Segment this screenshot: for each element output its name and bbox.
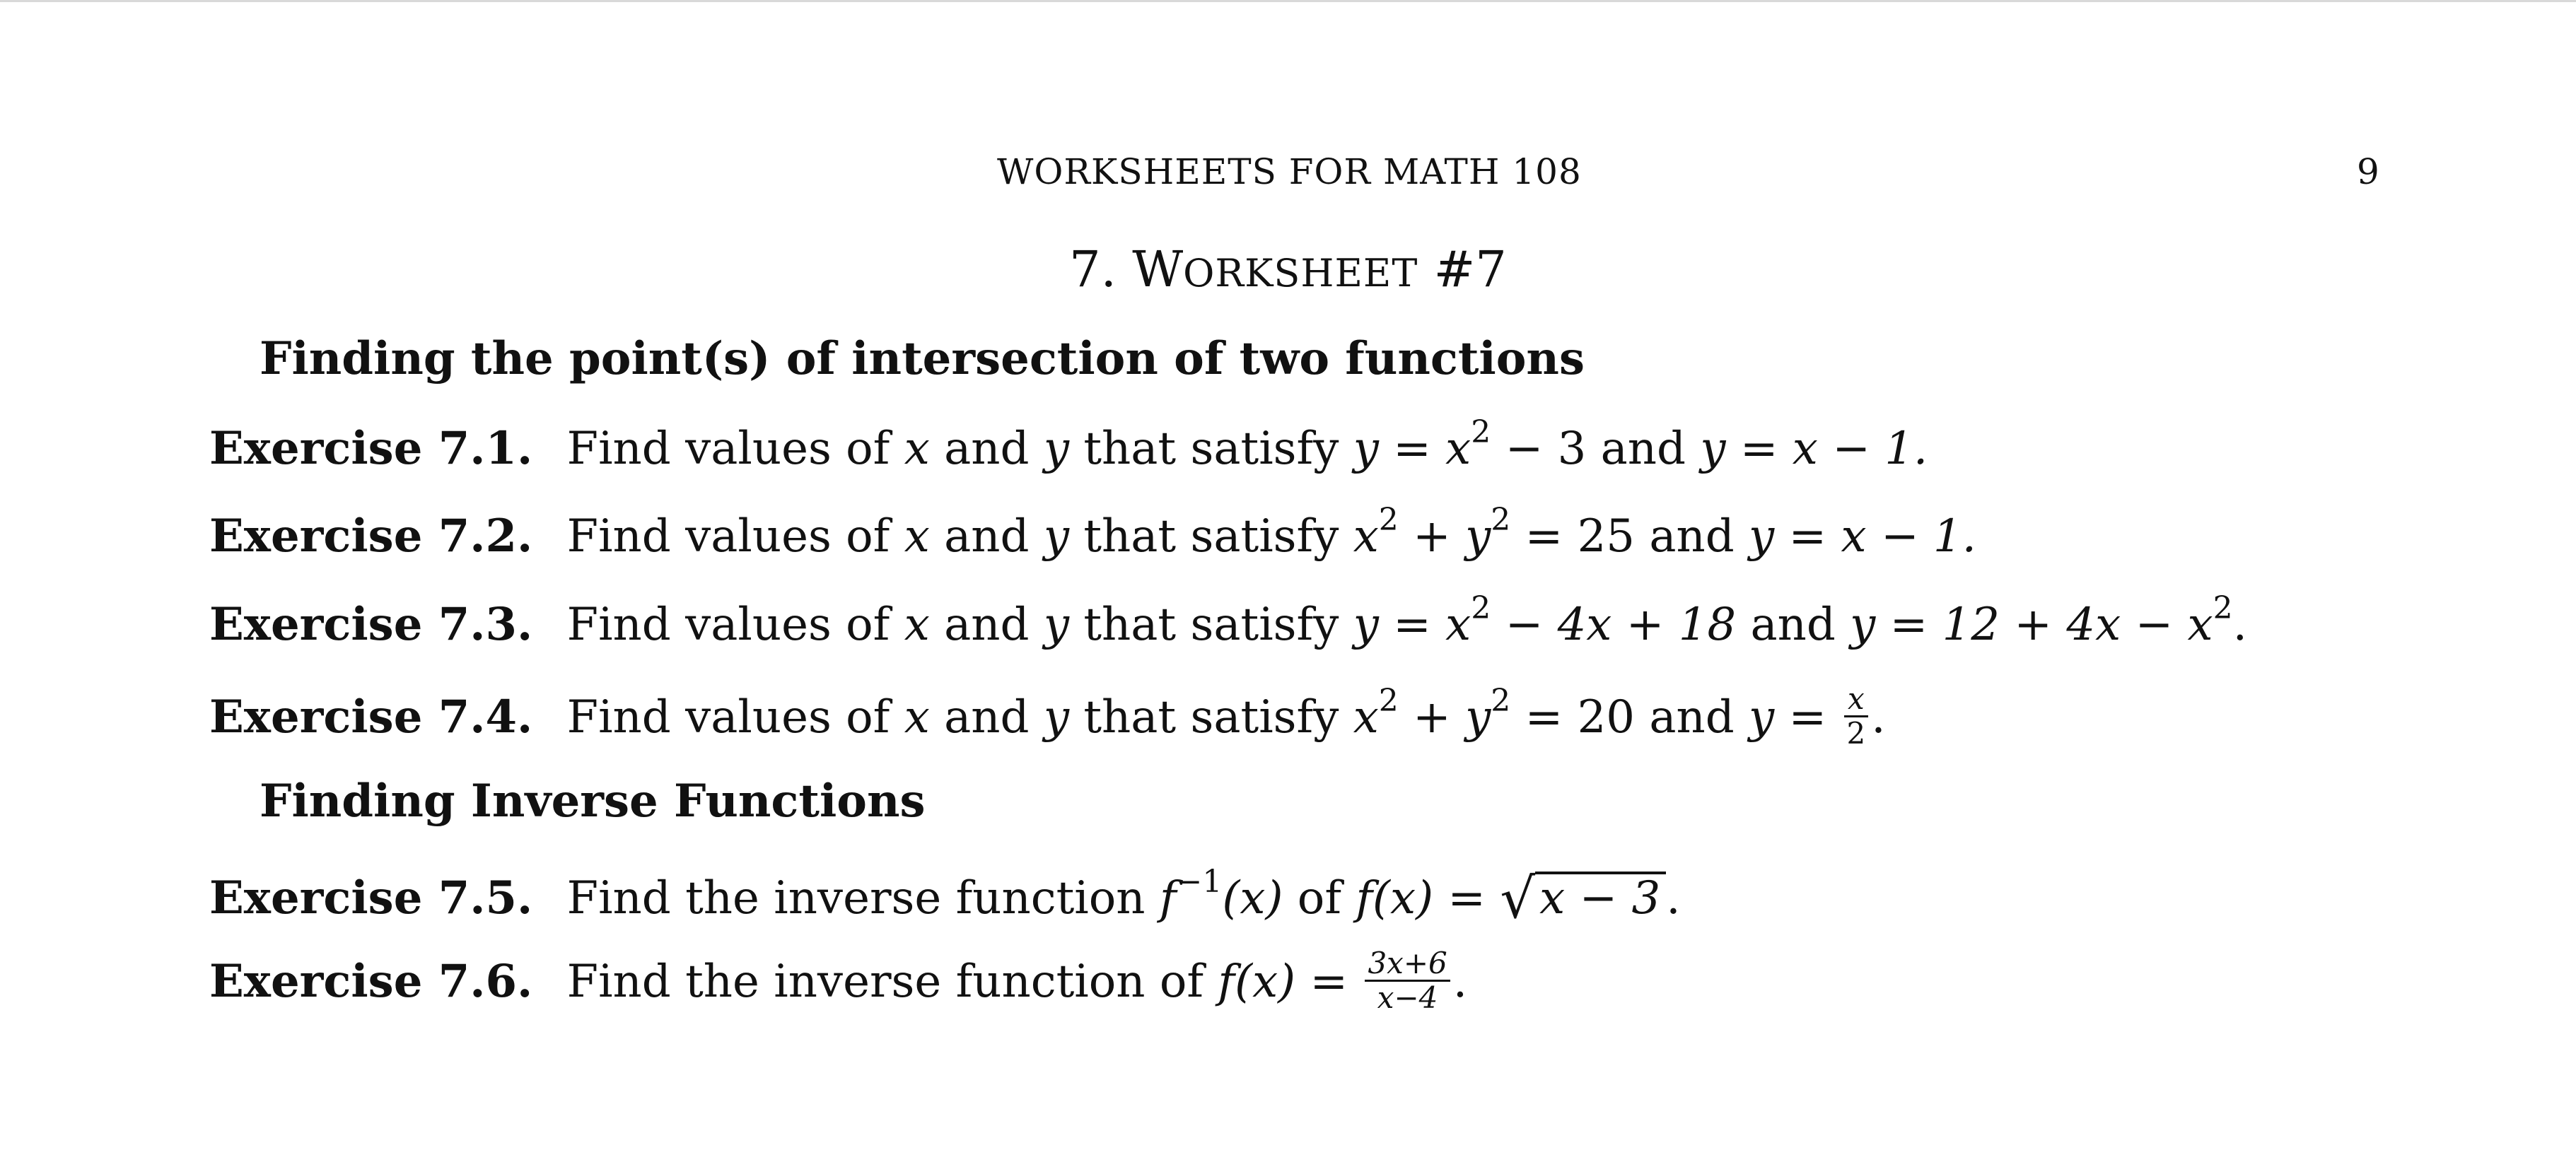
section-title-rest: ORKSHEET (1183, 251, 1418, 295)
equation-2: y = x − 1. (1749, 510, 1976, 563)
exercise-label: Exercise 7.4. (209, 691, 533, 744)
running-header (0, 151, 2576, 194)
var-x: x (904, 423, 930, 475)
exercise-7-6 (209, 946, 1468, 1019)
var-x: x (904, 691, 930, 744)
word-of: of (1297, 872, 1341, 925)
exercise-label: Exercise 7.3. (209, 598, 533, 651)
exercise-label: Exercise 7.1. (209, 422, 533, 475)
equation-1: $y = x^2 - 4x + 18$ (1353, 590, 1737, 651)
exercise-7-1 (209, 414, 1928, 476)
var-x: x (904, 510, 930, 563)
conj-and: and (1649, 510, 1735, 563)
fraction-rational-function: $\frac{3x+6}{x-4}$ (1365, 947, 1450, 1014)
equation-2: y = $\frac{x}{2}$ . (1749, 681, 1886, 751)
conj-and: and (944, 510, 1030, 563)
inverse-function-notation: $f^{-1}(x)$ (1159, 864, 1283, 925)
exercise-lead: Find the inverse function of (566, 956, 1204, 1009)
exercise-7-4 (209, 681, 1886, 754)
conj-and: and (1600, 423, 1686, 475)
exercise-7-2 (209, 502, 1976, 563)
conj-and: and (944, 423, 1030, 475)
that-satisfy: that satisfy (1083, 423, 1339, 475)
subsection-title-intersection: Finding the point(s) of intersection of two functions (260, 332, 1585, 385)
equation-2: $y = 12 + 4x - x^2$. (1850, 590, 2247, 651)
conj-and: and (1750, 599, 1836, 651)
exercise-lead: Find the inverse function (566, 872, 1146, 925)
function-definition: f(x) = √x − 3 . (1356, 872, 1680, 925)
top-border (0, 0, 2576, 2)
running-title: WORKSHEETS FOR MATH 108 (997, 151, 1582, 192)
fraction-x-over-2: $\frac{x}{2}$ (1844, 683, 1869, 750)
exercise-lead: Find values of (566, 423, 890, 475)
exercise-label: Exercise 7.2. (209, 510, 533, 563)
section-title-suffix: #7 (1433, 240, 1507, 298)
var-y: y (1043, 599, 1069, 651)
subsection-title-inverse: Finding Inverse Functions (260, 775, 926, 828)
var-y: y (1043, 510, 1069, 563)
var-y: y (1043, 691, 1069, 744)
equation-1: $x^2 + y^2 = 25$ (1353, 502, 1635, 563)
that-satisfy: that satisfy (1083, 691, 1339, 744)
exercise-label: Exercise 7.6. (209, 955, 533, 1009)
equation-2: y = x − 1. (1700, 423, 1928, 475)
that-satisfy: that satisfy (1083, 510, 1339, 563)
exercise-7-5 (209, 864, 1681, 931)
exercise-label: Exercise 7.5. (209, 872, 533, 925)
var-y: y (1043, 423, 1069, 475)
var-x: x (904, 599, 930, 651)
conj-and: and (944, 599, 1030, 651)
exercise-lead: Find values of (566, 510, 890, 563)
exercise-7-3 (209, 590, 2247, 652)
equation-1: $y = x^2 - 3$ (1353, 414, 1587, 475)
exercise-lead: Find values of (566, 691, 890, 744)
that-satisfy: that satisfy (1083, 599, 1339, 651)
equation-1: $x^2 + y^2 = 20$ (1353, 683, 1635, 744)
square-root: √x − 3 (1500, 864, 1666, 927)
page-number: 9 (2357, 151, 2379, 192)
exercise-lead: Find values of (566, 599, 890, 651)
conj-and: and (944, 691, 1030, 744)
section-number: 7. (1069, 240, 1117, 298)
conj-and: and (1649, 691, 1735, 744)
section-title-initial: W (1132, 240, 1184, 298)
function-definition: f(x) = $\frac{3x+6}{x-4}$ . (1218, 946, 1468, 1016)
section-title (0, 240, 2576, 298)
